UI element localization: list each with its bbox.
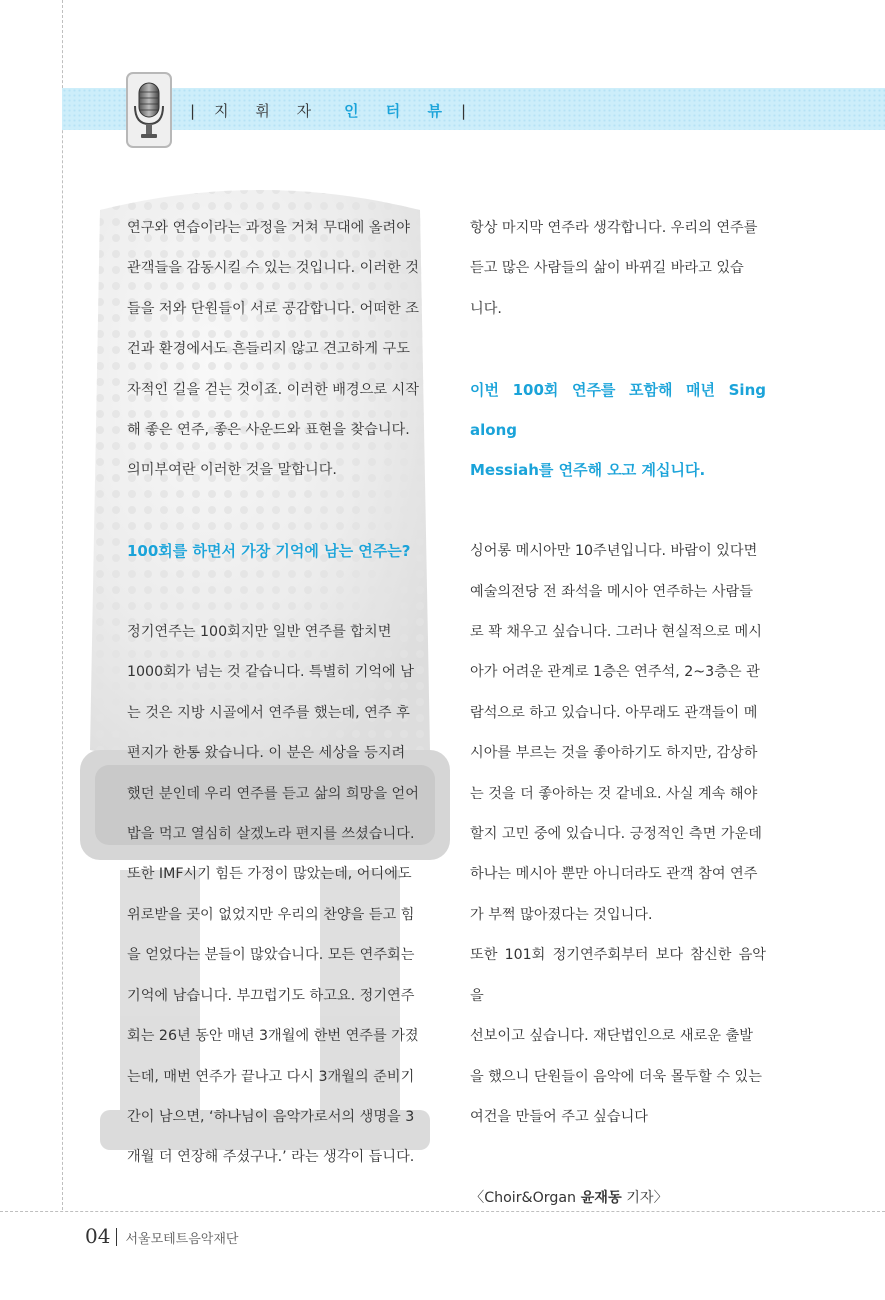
paragraph-line: 항상 마지막 연주라 생각합니다. 우리의 연주를 (470, 220, 758, 236)
paragraph-line: 하나는 메시아 뿐만 아니더라도 관객 참여 연주 (470, 866, 758, 883)
paragraph-line: 할지 고민 중에 있습니다. 긍정적인 측면 가운데 (470, 826, 762, 843)
paragraph-line: 을 했으니 단원들이 음악에 더욱 몰두할 수 있는 (470, 1068, 762, 1085)
paragraph-line: 편지가 한통 왔습니다. 이 분은 세상을 등지려 (127, 745, 406, 762)
paragraph-line: 해 좋은 연주, 좋은 사운드와 표현을 찾습니다. (127, 422, 410, 439)
paragraph-line: 가 부쩍 많아졌다는 것입니다. (470, 906, 653, 923)
paragraph-line: 는 것은 지방 시골에서 연주를 했는데, 연주 후 (127, 704, 410, 721)
paragraph-line: 위로받을 곳이 없었지만 우리의 찬양을 듣고 힘 (127, 906, 415, 923)
section-title-conductor: 지 휘 자 (214, 102, 323, 120)
paragraph-line: 또한 101회 정기연주회부터 보다 참신한 음악을 (470, 947, 766, 1004)
byline-reporter-name: 윤재동 (580, 1189, 622, 1206)
byline-open: 〈Choir&Organ (470, 1189, 581, 1206)
interview-question: Messiah를 연주해 오고 계십니다. (470, 461, 706, 480)
microphone-icon (126, 72, 172, 148)
paragraph-line: 는데, 매번 연주가 끝나고 다시 3개월의 준비기 (127, 1068, 415, 1085)
paragraph-line: 정기연주는 100회지만 일반 연주를 합치면 (127, 624, 392, 641)
header-divider-right: | (461, 102, 468, 120)
page-number: 04 (85, 1224, 111, 1248)
section-title (190, 100, 467, 122)
byline (470, 1178, 766, 1218)
paragraph-line: 간이 남으면, ‘하나님이 음악가로서의 생명을 3 (127, 1108, 415, 1125)
paragraph-line: 건과 환경에서도 흔들리지 않고 견고하게 구도 (127, 341, 410, 358)
paragraph-line: 예술의전당 전 좌석을 메시아 연주하는 사람들 (470, 583, 753, 600)
paragraph-line: 람석으로 하고 있습니다. 아무래도 관객들이 메 (470, 704, 758, 721)
page-footer (85, 1222, 238, 1250)
paragraph-line: 관객들을 감동시킬 수 있는 것입니다. 이러한 것 (127, 260, 419, 277)
paragraph-line: 자적인 길을 걷는 것이죠. 이러한 배경으로 시작 (127, 381, 419, 398)
paragraph-line: 연구와 연습이라는 과정을 거쳐 무대에 올려야 (127, 220, 410, 236)
footer-divider (116, 1228, 117, 1246)
paragraph-line: 여건을 만들어 주고 싶습니다 (470, 1108, 648, 1125)
paragraph-line: 1000회가 넘는 것 같습니다. 특별히 기억에 남 (127, 664, 414, 681)
left-column (127, 208, 423, 1178)
paragraph-line: 기억에 남습니다. 부끄럽기도 하고요. 정기연주 (127, 987, 415, 1004)
paragraph-line: 듣고 많은 사람들의 삶이 바뀌길 바라고 있습 (470, 260, 744, 277)
paragraph-line: 의미부여란 이러한 것을 말합니다. (127, 462, 337, 479)
interview-question: 이번 100회 연주를 포함해 매년 Sing along (470, 380, 766, 440)
paragraph-line: 싱어롱 메시아만 10주년입니다. 바람이 있다면 (470, 543, 758, 560)
paragraph-line: 선보이고 싶습니다. 재단법인으로 새로운 출발 (470, 1028, 753, 1045)
paragraph-line: 아가 어려운 관계로 1층은 연주석, 2~3층은 관 (470, 664, 760, 681)
paragraph-line: 니다. (470, 300, 502, 317)
right-column (470, 208, 766, 1218)
section-header-band (62, 88, 885, 130)
paragraph-line: 했던 분인데 우리 연주를 듣고 삶의 희망을 얻어 (127, 785, 419, 802)
section-title-interview: 인 터 뷰 (344, 102, 453, 120)
paragraph-line: 로 꽉 채우고 싶습니다. 그러나 현실적으로 메시 (470, 624, 762, 641)
byline-role: 기자〉 (621, 1189, 668, 1206)
paragraph-line: 들을 저와 단원들이 서로 공감합니다. 어떠한 조 (127, 300, 419, 317)
header-divider-left: | (190, 102, 197, 120)
paragraph-line: 을 얻었다는 분들이 많았습니다. 모든 연주회는 (127, 947, 415, 964)
paragraph-line: 회는 26년 동안 매년 3개월에 한번 연주를 가졌 (127, 1028, 419, 1045)
paragraph-line: 밥을 먹고 열심히 살겠노라 편지를 쓰셨습니다. (127, 826, 415, 843)
paragraph-line: 시아를 부르는 것을 좋아하기도 하지만, 감상하 (470, 745, 758, 762)
interview-question: 100회를 하면서 가장 기억에 남는 연주는? (127, 542, 411, 561)
paragraph-line: 개월 더 연장해 주셨구나.’ 라는 생각이 듭니다. (127, 1149, 415, 1166)
organization-name: 서울모테트음악재단 (125, 1232, 239, 1247)
paragraph-line: 또한 IMF시기 힘든 가정이 많았는데, 어디에도 (127, 866, 412, 883)
paragraph-line: 는 것을 더 좋아하는 것 같네요. 사실 계속 해야 (470, 785, 758, 802)
